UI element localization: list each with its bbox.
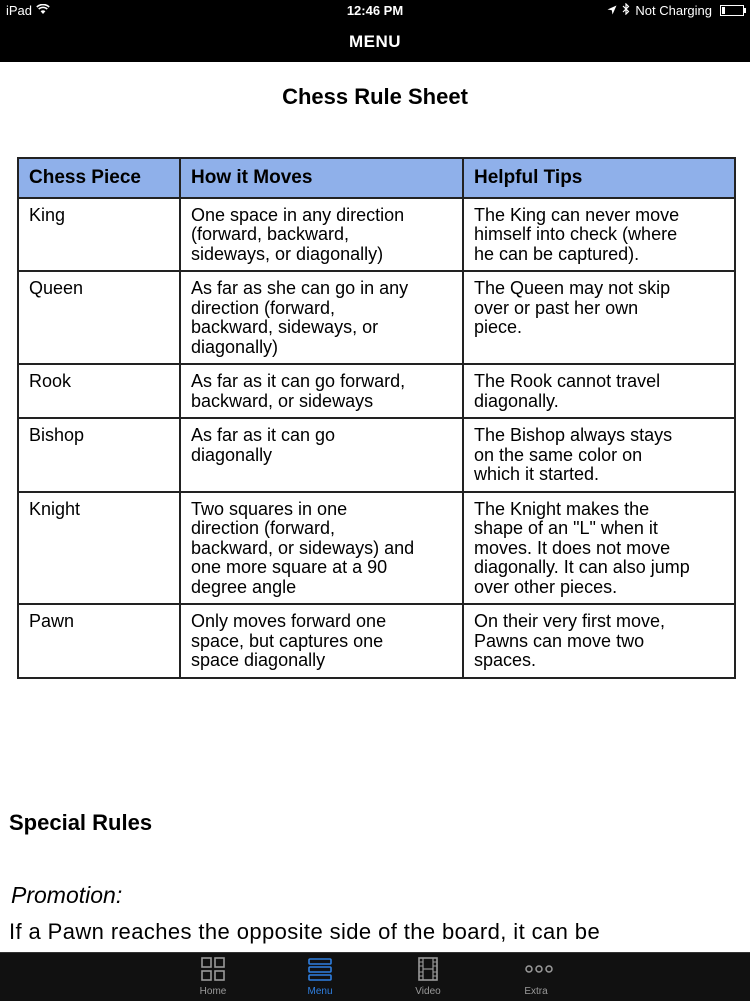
bluetooth-icon (622, 3, 630, 18)
tab-video[interactable] (388, 957, 468, 997)
cell-moves (180, 198, 463, 272)
cell-line: sideways, or diagonally) (191, 243, 384, 264)
special-rules-heading: Special Rules (9, 810, 153, 835)
table-row (18, 198, 735, 272)
cell-moves (180, 271, 463, 364)
tab-home-label: Home (199, 986, 227, 997)
tab-menu-label: Menu (307, 986, 333, 997)
cell-line: Two squares in one (191, 498, 348, 519)
document-content[interactable] (0, 62, 750, 952)
cell-line: The Rook cannot travel (474, 371, 661, 391)
cell-line: One space in any direction (191, 204, 405, 225)
cell-line: degree angle (191, 576, 297, 597)
cell-moves (180, 604, 463, 678)
battery-icon (720, 5, 744, 16)
cell-line: The Bishop always stays (474, 425, 673, 445)
cell-line: direction (forward, (191, 518, 336, 538)
cell-line: diagonally (191, 444, 273, 465)
cell-tips (463, 418, 735, 492)
cell-line: he can be captured). (474, 243, 640, 264)
cell-line: diagonally. It can also jump (474, 557, 690, 577)
cell-piece: Pawn (18, 604, 180, 678)
cell-piece: Rook (18, 364, 180, 418)
tab-extra[interactable] (496, 957, 576, 997)
cell-line: piece. (474, 317, 523, 337)
cell-tips (463, 271, 735, 364)
cell-line: Only moves forward one (191, 611, 387, 631)
tab-video-label: Video (415, 986, 441, 997)
cell-tips (463, 364, 735, 418)
cell-line: moves. It does not move (474, 537, 671, 558)
table-row (18, 364, 735, 418)
header-how-it-moves: How it Moves (180, 158, 463, 198)
cell-moves (180, 364, 463, 418)
cell-line: On their very first move, (474, 611, 666, 631)
table-header-row (18, 158, 735, 198)
cell-line: which it started. (474, 464, 600, 484)
cell-piece: Queen (18, 271, 180, 364)
status-time: 12:46 PM (346, 3, 404, 18)
cell-line: one more square at a 90 (191, 557, 388, 577)
device-name: iPad (6, 3, 33, 18)
location-icon (607, 3, 617, 18)
cell-line: backward, or sideways (191, 390, 374, 411)
cell-line: backward, or sideways) and (191, 537, 415, 558)
cell-moves (180, 492, 463, 605)
header-chess-piece: Chess Piece (18, 158, 180, 198)
promotion-heading: Promotion: (11, 882, 123, 908)
tab-home[interactable] (173, 957, 253, 997)
status-bar (0, 0, 750, 22)
cell-line: The Knight makes the (474, 498, 650, 519)
status-right (607, 3, 744, 18)
cell-line: diagonally. (474, 390, 559, 411)
cell-tips (463, 492, 735, 605)
cell-piece: Bishop (18, 418, 180, 492)
tab-extra-label: Extra (524, 986, 548, 997)
cell-line: direction (forward, (191, 297, 336, 318)
table-row (18, 604, 735, 678)
cell-piece: King (18, 198, 180, 272)
table-row (18, 418, 735, 492)
header-helpful-tips: Helpful Tips (463, 158, 735, 198)
more-icon (524, 957, 548, 981)
cell-line: on the same color on (474, 444, 643, 465)
cell-line: space diagonally (191, 650, 326, 670)
menu-icon (308, 957, 332, 981)
cell-line: (forward, backward, (191, 224, 350, 244)
cell-line: diagonally) (191, 336, 279, 357)
cell-line: over or past her own (474, 297, 639, 318)
cell-line: over other pieces. (474, 576, 618, 597)
cell-line: The Queen may not skip (474, 278, 671, 298)
cell-line: backward, sideways, or (191, 317, 379, 337)
grid-icon (201, 957, 225, 981)
cell-line: As far as she can go in any (191, 278, 409, 298)
cell-piece: Knight (18, 492, 180, 605)
tab-bar (0, 952, 750, 1001)
cell-tips (463, 604, 735, 678)
film-icon (416, 957, 440, 981)
document-title: Chess Rule Sheet (282, 84, 468, 109)
cell-line: spaces. (474, 650, 537, 670)
cell-moves (180, 418, 463, 492)
cell-line: As far as it can go forward, (191, 371, 406, 391)
table-row (18, 271, 735, 364)
tab-menu[interactable] (280, 957, 360, 997)
cell-line: As far as it can go (191, 425, 336, 445)
charging-status: Not Charging (635, 3, 712, 18)
cell-line: space, but captures one (191, 630, 384, 651)
nav-bar (0, 22, 750, 62)
cell-line: himself into check (where (474, 224, 678, 244)
cell-line: The King can never move (474, 204, 680, 225)
promotion-text: If a Pawn reaches the opposite side of the board, it can be (9, 919, 601, 944)
table-body (18, 198, 735, 678)
cell-line: Pawns can move two (474, 630, 645, 651)
rules-table (17, 157, 736, 679)
cell-line: shape of an "L" when it (474, 518, 658, 538)
cell-tips (463, 198, 735, 272)
nav-title: MENU (348, 32, 402, 51)
table-row (18, 492, 735, 605)
